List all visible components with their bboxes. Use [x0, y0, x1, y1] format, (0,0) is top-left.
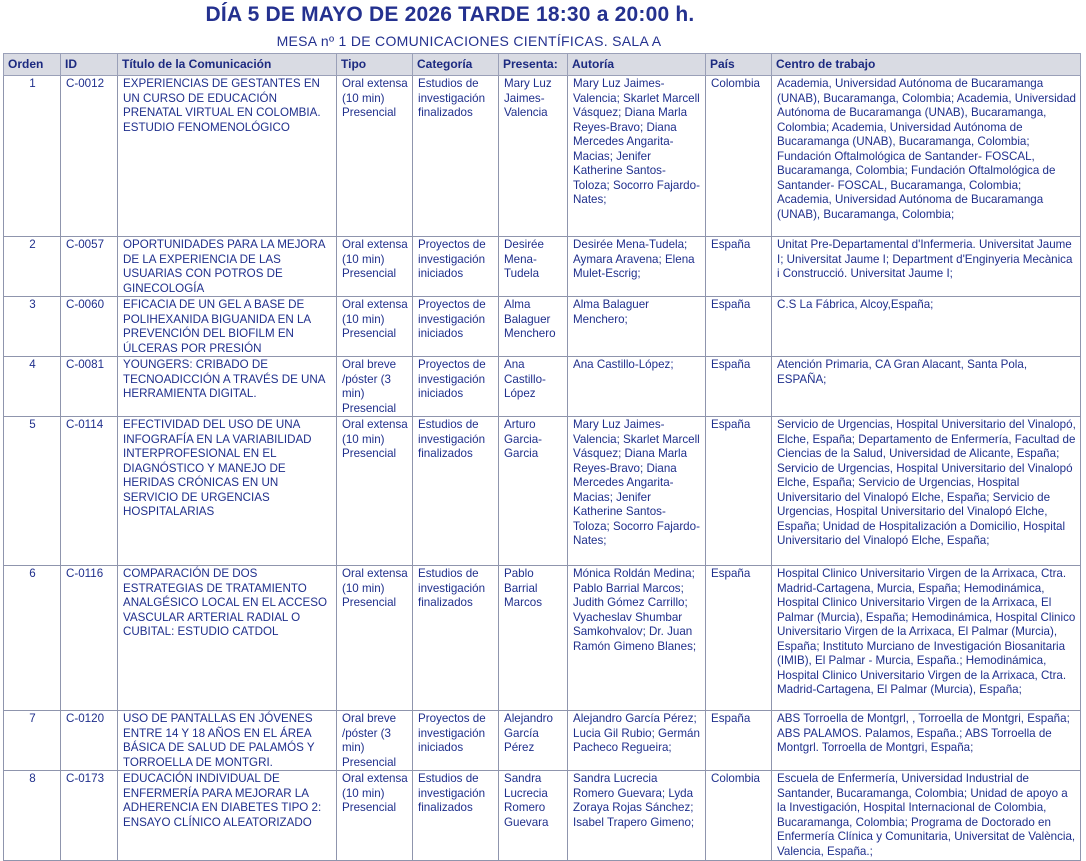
cell-id: C-0081 — [61, 357, 118, 417]
cell-categoria: Estudios de investigación finalizados — [413, 566, 499, 711]
column-header-id: ID — [61, 54, 118, 76]
cell-pais: España — [706, 566, 772, 711]
cell-centro: C.S La Fábrica, Alcoy,España; — [772, 297, 1081, 357]
table-row — [4, 566, 1081, 711]
column-header-centro: Centro de trabajo — [772, 54, 1081, 76]
cell-presenta: Alejandro García Pérez — [499, 711, 568, 771]
column-header-categoria: Categoría — [413, 54, 499, 76]
cell-autoria: Mary Luz Jaimes-Valencia; Skarlet Marcell Vásquez; Diana Marla Reyes-Bravo; Diana Mercedes Angarita-Macias; Jenifer Katherine Santos-Toloza; Socorro Fajardo-Nates; — [568, 417, 706, 566]
cell-orden: 4 — [4, 357, 61, 417]
cell-categoria: Proyectos de investigación iniciados — [413, 237, 499, 297]
page-title: DÍA 5 DE MAYO DE 2026 TARDE 18:30 a 20:00 h. — [205, 3, 695, 26]
cell-presenta: Sandra Lucrecia Romero Guevara — [499, 771, 568, 861]
cell-tipo: Oral breve /póster (3 min) Presencial — [337, 357, 413, 417]
communications-table — [3, 53, 1081, 861]
cell-tipo: Oral extensa (10 min) Presencial — [337, 417, 413, 566]
cell-orden: 2 — [4, 237, 61, 297]
cell-tipo: Oral extensa (10 min) Presencial — [337, 771, 413, 861]
cell-categoria: Proyectos de investigación iniciados — [413, 297, 499, 357]
table-row — [4, 771, 1081, 861]
cell-titulo: OPORTUNIDADES PARA LA MEJORA DE LA EXPERIENCIA DE LAS USUARIAS CON POTROS DE GINECOLOGÍA — [118, 237, 337, 297]
cell-centro: Servicio de Urgencias, Hospital Universitario del Vinalopó, Elche, España; Departamento de Enfermería, Facultad de Ciencias de la Salud, Universidad de Alicante, España; Servicio de Urgencias, Hospital Universitario del Vinalopó Elche, España; Servicio de Urgencias, Hospital Universitario del Vinalopó Elche, España; Servicio de Urgencias, Hospital Universitario del Vinalopó Elche, España; Unidad de Hospitalización a Domicilio, Hospital Universitario del Vinalopó Elche, España; — [772, 417, 1081, 566]
cell-pais: España — [706, 357, 772, 417]
column-header-pais: País — [706, 54, 772, 76]
cell-categoria: Estudios de investigación finalizados — [413, 76, 499, 237]
cell-id: C-0173 — [61, 771, 118, 861]
cell-autoria: Alejandro García Pérez; Lucia Gil Rubio; Germán Pacheco Regueira; — [568, 711, 706, 771]
cell-autoria: Ana Castillo-López; — [568, 357, 706, 417]
table-row — [4, 357, 1081, 417]
cell-centro: Atención Primaria, CA Gran Alacant, Santa Pola, ESPAÑA; — [772, 357, 1081, 417]
cell-pais: España — [706, 417, 772, 566]
cell-tipo: Oral extensa (10 min) Presencial — [337, 76, 413, 237]
cell-titulo: YOUNGERS: CRIBADO DE TECNOADICCIÓN A TRAVÉS DE UNA HERRAMIENTA DIGITAL. — [118, 357, 337, 417]
cell-titulo: EXPERIENCIAS DE GESTANTES EN UN CURSO DE EDUCACIÓN PRENATAL VIRTUAL EN COLOMBIA. ESTUDIO FENOMENOLÓGICO — [118, 76, 337, 237]
table-row — [4, 237, 1081, 297]
cell-presenta: Alma Balaguer Menchero — [499, 297, 568, 357]
cell-id: C-0116 — [61, 566, 118, 711]
column-header-autoria: Autoría — [568, 54, 706, 76]
cell-categoria: Estudios de investigación finalizados — [413, 417, 499, 566]
cell-centro: Academia, Universidad Autónoma de Bucaramanga (UNAB), Bucaramanga, Colombia; Academia, Universidad Autónoma de Bucaramanga (UNAB), Bucaramanga, Colombia; Academia, Universidad Autónoma de Bucaramanga (UNAB), Bucaramanga, Colombia; Fundación Oftalmológica de Santander- FOSCAL, Bucaramanga, Colombia; Fundación Oftalmológica de Santander- FOSCAL, Bucaramanga, Colombia; Academia, Universidad Autónoma de Bucaramanga (UNAB), Bucaramanga, Colombia; — [772, 76, 1081, 237]
cell-id: C-0060 — [61, 297, 118, 357]
cell-presenta: Arturo Garcia-Garcia — [499, 417, 568, 566]
cell-tipo: Oral extensa (10 min) Presencial — [337, 237, 413, 297]
cell-orden: 8 — [4, 771, 61, 861]
cell-categoria: Proyectos de investigación iniciados — [413, 711, 499, 771]
cell-id: C-0114 — [61, 417, 118, 566]
cell-presenta: Desirée Mena-Tudela — [499, 237, 568, 297]
cell-titulo: EFECTIVIDAD DEL USO DE UNA INFOGRAFÍA EN LA VARIABILIDAD INTERPROFESIONAL EN EL DIAGNÓSTICO Y MANEJO DE HERIDAS CRÓNICAS EN UN SERVICIO DE URGENCIAS HOSPITALARIAS — [118, 417, 337, 566]
cell-tipo: Oral breve /póster (3 min) Presencial — [337, 711, 413, 771]
cell-categoria: Proyectos de investigación iniciados — [413, 357, 499, 417]
cell-orden: 7 — [4, 711, 61, 771]
cell-categoria: Estudios de investigación finalizados — [413, 771, 499, 861]
column-header-orden: Orden — [4, 54, 61, 76]
cell-id: C-0012 — [61, 76, 118, 237]
table-row — [4, 417, 1081, 566]
cell-pais: España — [706, 711, 772, 771]
cell-orden: 1 — [4, 76, 61, 237]
cell-autoria: Mónica Roldán Medina; Pablo Barrial Marcos; Judith Gómez Carrillo; Vyacheslav Shumbar Samkohvalov; Dr. Juan Ramón Gimeno Blanes; — [568, 566, 706, 711]
cell-autoria: Alma Balaguer Menchero; — [568, 297, 706, 357]
table-row — [4, 711, 1081, 771]
cell-tipo: Oral extensa (10 min) Presencial — [337, 566, 413, 711]
cell-centro: Unitat Pre-Departamental d'Infermeria. Universitat Jaume I; Universitat Jaume I; Department d'Enginyeria Mecànica i Construcció. Universitat Jaume I; — [772, 237, 1081, 297]
cell-titulo: USO DE PANTALLAS EN JÓVENES ENTRE 14 Y 18 AÑOS EN EL ÁREA BÁSICA DE SALUD DE PALAMÓS Y TORROELLA DE MONTGRI. — [118, 711, 337, 771]
cell-presenta: Pablo Barrial Marcos — [499, 566, 568, 711]
cell-centro: Hospital Clinico Universitario Virgen de la Arrixaca, Ctra. Madrid-Cartagena, Murcia, España; Hemodinámica, Hospital Clinico Universitario Virgen de la Arrixaca, El Palmar (Murcia), España; Hemodinámica, Hospital Clinico Universitario Virgen de la Arrixaca, El Palmar (Murcia), España; Instituto Murciano de Investigación Biosanitaria (IMIB), El Palmar - Murcia, España.; Hemodinámica, Hospital Clinico Universitario Virgen de la Arrixaca, Ctra. Madrid-Cartagena, El Palmar (Murcia), España; — [772, 566, 1081, 711]
cell-id: C-0057 — [61, 237, 118, 297]
cell-titulo: EFICACIA DE UN GEL A BASE DE POLIHEXANIDA BIGUANIDA EN LA PREVENCIÓN DEL BIOFILM EN ÚLCERAS POR PRESIÓN — [118, 297, 337, 357]
column-header-presenta: Presenta: — [499, 54, 568, 76]
table-header-row — [4, 54, 1081, 76]
cell-autoria: Desirée Mena-Tudela; Aymara Aravena; Elena Mulet-Escrig; — [568, 237, 706, 297]
cell-pais: España — [706, 297, 772, 357]
cell-pais: Colombia — [706, 76, 772, 237]
cell-autoria: Mary Luz Jaimes-Valencia; Skarlet Marcell Vásquez; Diana Marla Reyes-Bravo; Diana Mercedes Angarita-Macias; Jenifer Katherine Santos-Toloza; Socorro Fajardo-Nates; — [568, 76, 706, 237]
column-header-titulo: Título de la Comunicación — [118, 54, 337, 76]
cell-titulo: COMPARACIÓN DE DOS ESTRATEGIAS DE TRATAMIENTO ANALGÉSICO LOCAL EN EL ACCESO VASCULAR ARTERIAL RADIAL O CUBITAL: ESTUDIO CATDOL — [118, 566, 337, 711]
cell-tipo: Oral extensa (10 min) Presencial — [337, 297, 413, 357]
table-row — [4, 76, 1081, 237]
cell-orden: 5 — [4, 417, 61, 566]
cell-presenta: Ana Castillo-López — [499, 357, 568, 417]
cell-orden: 3 — [4, 297, 61, 357]
cell-titulo: EDUCACIÓN INDIVIDUAL DE ENFERMERÍA PARA MEJORAR LA ADHERENCIA EN DIABETES TIPO 2: ENSAYO CLÍNICO ALEATORIZADO — [118, 771, 337, 861]
cell-centro: ABS Torroella de Montgrl, , Torroella de Montgri, España; ABS PALAMOS. Palamos, España.; ABS Torroella de Montgrl. Torroella de Montgri, España; — [772, 711, 1081, 771]
cell-pais: España — [706, 237, 772, 297]
cell-pais: Colombia — [706, 771, 772, 861]
cell-id: C-0120 — [61, 711, 118, 771]
cell-autoria: Sandra Lucrecia Romero Guevara; Lyda Zoraya Rojas Sánchez; Isabel Trapero Gimeno; — [568, 771, 706, 861]
cell-presenta: Mary Luz Jaimes-Valencia — [499, 76, 568, 237]
column-header-tipo: Tipo — [337, 54, 413, 76]
page-subtitle: MESA nº 1 DE COMUNICACIONES CIENTÍFICAS. SALA A — [276, 33, 662, 49]
table-row — [4, 297, 1081, 357]
cell-orden: 6 — [4, 566, 61, 711]
cell-centro: Escuela de Enfermería, Universidad Industrial de Santander, Bucaramanga, Colombia; Unidad de apoyo a la Investigación, Hospital Internacional de Colombia, Bucaramanga, Colombia; Programa de Doctorado en Enfermería Clínica y Comunitaria, Universitat de València, Valencia, España.; — [772, 771, 1081, 861]
